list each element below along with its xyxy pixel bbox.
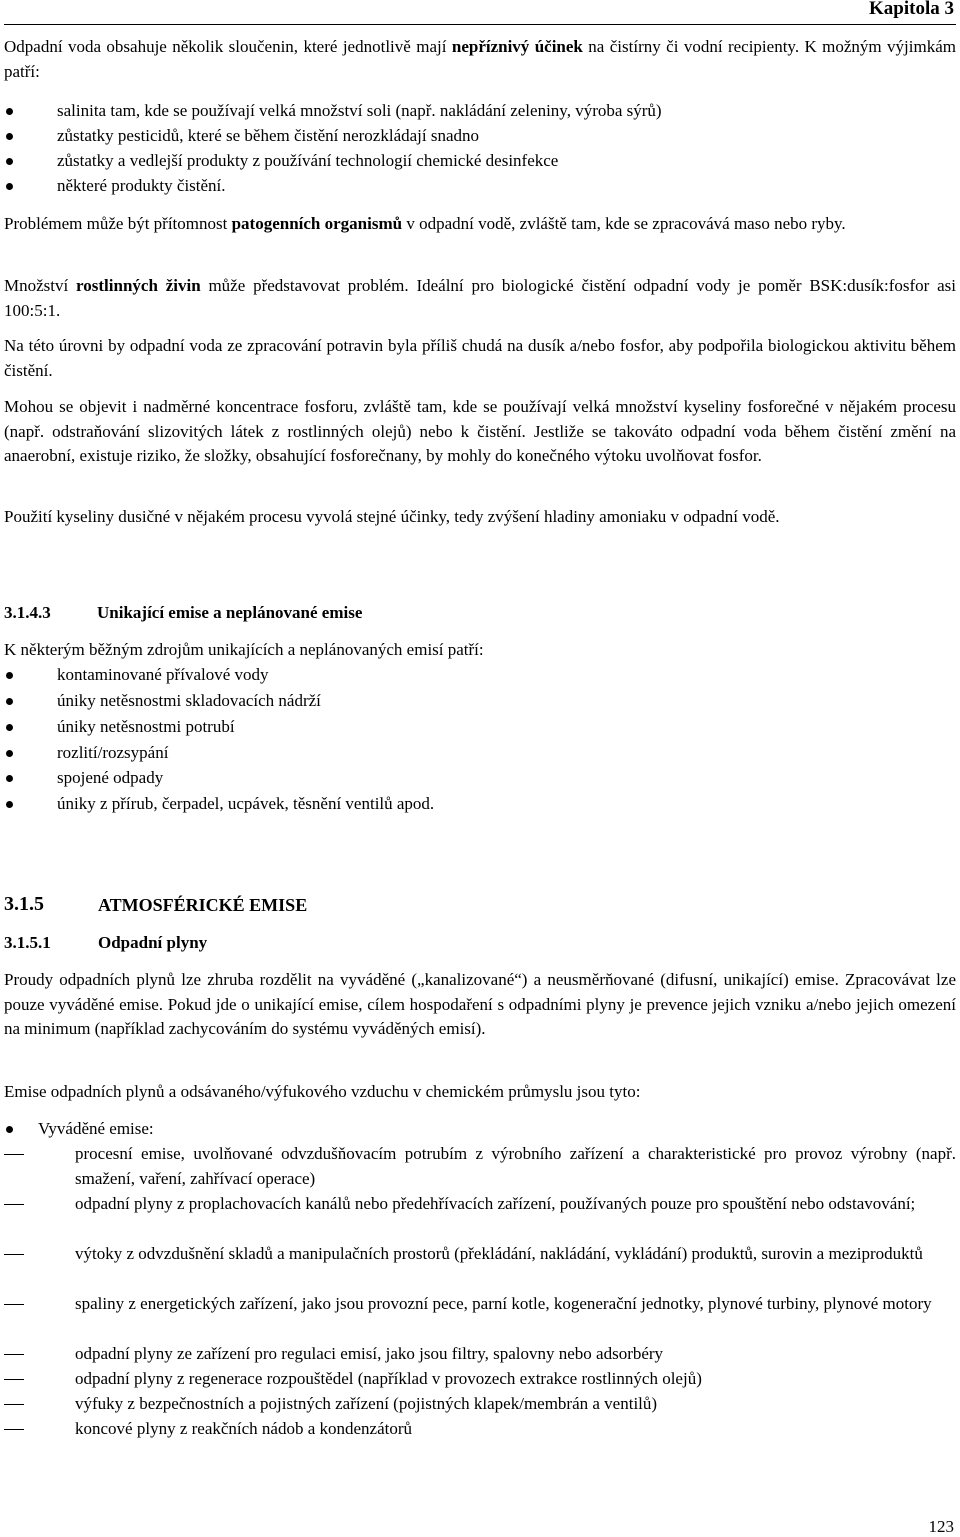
sub-list-item: odpadní plyny ze zařízení pro regulaci emisí, jako jsou filtry, spalovny nebo adsorbéry xyxy=(0,1342,952,1367)
bullet-icon xyxy=(6,183,13,190)
sub-list-item: odpadní plyny z proplachovacích kanálů nebo předehřívacích zařízení, používaných pouze pro spouštění nebo odstavování; xyxy=(0,1192,952,1242)
dash-icon xyxy=(4,1429,24,1430)
paragraph-pathogens: Problémem může být přítomnost patogenních organismů v odpadní vodě, zvláště tam, kde se zpracovává maso nebo ryby. xyxy=(4,214,846,233)
paragraph-nitric-acid: Použití kyseliny dusičné v nějakém procesu vyvolá stejné účinky, tedy zvýšení hladiny amoniaku v odpadní vodě. xyxy=(4,507,780,526)
dash-icon xyxy=(4,1254,24,1255)
list-item: úniky netěsnostmi potrubí xyxy=(0,715,952,740)
bullet-icon xyxy=(6,801,13,808)
sub-list-item: výfuky z bezpečnostních a pojistných zařízení (pojistných klapek/membrán a ventilů) xyxy=(0,1392,952,1417)
list-item: úniky z přírub, čerpadel, ucpávek, těsnění ventilů apod. xyxy=(0,792,952,817)
bullet-icon xyxy=(6,775,13,782)
dash-icon xyxy=(4,1379,24,1380)
list-item: zůstatky a vedlejší produkty z používání technologií chemické desinfekce xyxy=(0,149,952,174)
bullet-icon xyxy=(6,133,13,140)
list-item: zůstatky pesticidů, které se během čistění nerozkládají snadno xyxy=(0,124,952,149)
sub-list-item: spaliny z energetických zařízení, jako jsou provozní pece, parní kotle, kogenerační jednotky, plynové turbiny, plynové motory xyxy=(0,1292,952,1342)
bullet-icon xyxy=(6,672,13,679)
dash-icon xyxy=(4,1204,24,1205)
dash-icon xyxy=(4,1154,24,1155)
bold-term: patogenních organismů xyxy=(231,214,403,233)
header-rule xyxy=(4,24,956,25)
paragraph-phosphorus: Mohou se objevit i nadměrné koncentrace fosforu, zvláště tam, kde se používají velká množství kyseliny fosforečné v nějakém procesu (např. odstraňování slizovitých látek z rostlinných olejů) nebo k čistění. Jestliže se takováto odpadní voda během čistění změní na anaerobní, existuje riziko, že složky, obsahující fosforečnany, by mohly do konečného výtoku uvolňovat fosfor. xyxy=(4,397,956,465)
bullet-icon xyxy=(6,108,13,115)
bullet-icon xyxy=(6,1126,13,1133)
bullet-icon xyxy=(6,158,13,165)
dash-icon xyxy=(4,1404,24,1405)
dash-icon xyxy=(4,1304,24,1305)
dash-icon xyxy=(4,1354,24,1355)
page-number: 123 xyxy=(928,1517,954,1536)
bullet-icon xyxy=(6,750,13,757)
list-item: salinita tam, kde se používají velká množství soli (např. nakládání zeleniny, výroba sýrů) xyxy=(0,99,952,124)
paragraph-nitrogen: Na této úrovni by odpadní voda ze zpracování potravin byla příliš chudá na dusík a/nebo fosfor, aby podpořila biologickou aktivitu během čistění. xyxy=(4,336,956,380)
list-item: úniky netěsnostmi skladovacích nádrží xyxy=(0,689,952,714)
bullet-icon xyxy=(6,724,13,731)
sub-list-item: výtoky z odvzdušnění skladů a manipulačních prostorů (překládání, nakládání, vykládání) produktů, surovin a meziproduktů xyxy=(0,1242,952,1292)
paragraph-adverse-effects: Odpadní voda obsahuje několik sloučenin, které jednotlivě mají nepříznivý účinek na čistírny či vodní recipienty. K možným výjimkám patří: xyxy=(4,37,956,81)
bold-term: nepříznivý účinek xyxy=(451,37,583,56)
list-item: některé produkty čistění. xyxy=(0,174,952,199)
list-item: Vyváděné emise: xyxy=(0,1117,952,1142)
list-item: rozlití/rozsypání xyxy=(0,741,952,766)
chapter-label: Kapitola 3 xyxy=(869,0,954,19)
sub-list-item: koncové plyny z reakčních nádob a kondenzátorů xyxy=(0,1417,952,1442)
bold-term: rostlinných živin xyxy=(76,276,201,295)
paragraph-fugitive-sources: K některým běžným zdrojům unikajících a neplánovaných emisí patří: xyxy=(4,640,484,659)
bullet-icon xyxy=(6,698,13,705)
list-item: kontaminované přívalové vody xyxy=(0,663,952,688)
paragraph-waste-gases: Proudy odpadních plynů lze zhruba rozdělit na vyváděné („kanalizované“) a neusměrňované (difusní, unikající) emise. Zpracovávat lze pouze vyváděné emise. Pokud jde o unikající emise, cílem hospodaření s odpadními plyny je prevence jejich vzniku a/nebo jejich omezení na minimum (například zachycováním do systému vyváděných emisí). xyxy=(4,970,956,1038)
sub-list-item: odpadní plyny z regenerace rozpouštědel (například v provozech extrakce rostlinných olejů) xyxy=(0,1367,952,1392)
sub-list-item: procesní emise, uvolňované odvzdušňovacím potrubím z výrobního zařízení a charakteristické pro provoz výrobny (např. smažení, vaření, zahřívací operace) xyxy=(0,1142,952,1192)
paragraph-nutrients: Množství rostlinných živin může představovat problém. Ideální pro biologické čistění odpadní vody je poměr BSK:dusík:fosfor asi 100:5:1. xyxy=(4,276,956,320)
paragraph-emission-types: Emise odpadních plynů a odsávaného/výfukového vzduchu v chemickém průmyslu jsou tyto: xyxy=(4,1082,641,1101)
list-item: spojené odpady xyxy=(0,766,952,791)
